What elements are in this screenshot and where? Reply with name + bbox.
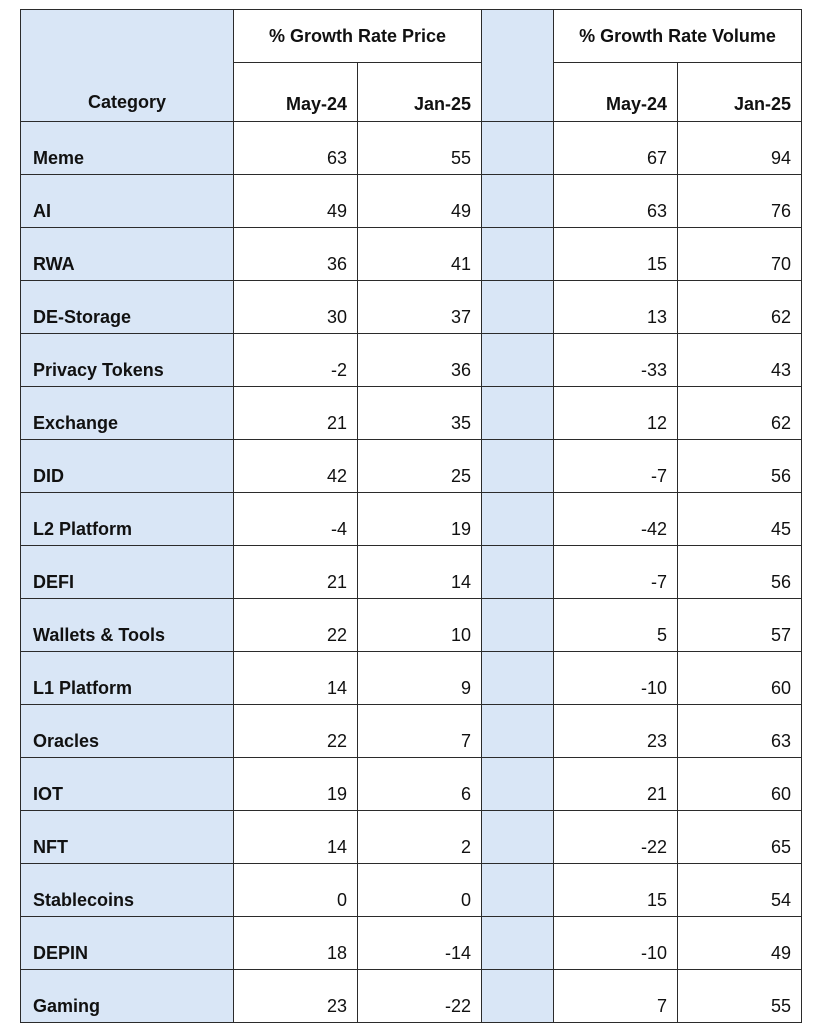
category-cell: NFT xyxy=(21,811,234,864)
category-cell: DEFI xyxy=(21,546,234,599)
table-body xyxy=(21,122,802,1023)
price-growth-header: % Growth Rate Price xyxy=(234,10,482,63)
price-may-24-cell: 22 xyxy=(234,599,358,652)
price-jan-25-cell: 19 xyxy=(358,493,482,546)
volume-may-24-cell: 15 xyxy=(554,228,678,281)
price-may-24-header: May-24 xyxy=(234,63,358,122)
table-row xyxy=(21,970,802,1023)
category-cell: Privacy Tokens xyxy=(21,334,234,387)
price-jan-25-cell: 25 xyxy=(358,440,482,493)
separator-cell xyxy=(482,228,554,281)
separator-cell xyxy=(482,175,554,228)
price-may-24-cell: 36 xyxy=(234,228,358,281)
category-cell: Stablecoins xyxy=(21,864,234,917)
price-jan-25-cell: 41 xyxy=(358,228,482,281)
volume-may-24-cell: 15 xyxy=(554,864,678,917)
volume-may-24-cell: 23 xyxy=(554,705,678,758)
volume-jan-25-cell: 76 xyxy=(678,175,802,228)
separator-cell xyxy=(482,811,554,864)
volume-may-24-cell: -7 xyxy=(554,440,678,493)
price-jan-25-cell: 7 xyxy=(358,705,482,758)
category-cell: RWA xyxy=(21,228,234,281)
price-may-24-cell: 22 xyxy=(234,705,358,758)
category-cell: Wallets & Tools xyxy=(21,599,234,652)
price-jan-25-cell: 2 xyxy=(358,811,482,864)
table-row xyxy=(21,281,802,334)
volume-jan-25-cell: 62 xyxy=(678,281,802,334)
volume-jan-25-cell: 94 xyxy=(678,122,802,175)
price-may-24-cell: 18 xyxy=(234,917,358,970)
table-row xyxy=(21,334,802,387)
volume-jan-25-cell: 63 xyxy=(678,705,802,758)
separator-cell xyxy=(482,387,554,440)
volume-jan-25-cell: 45 xyxy=(678,493,802,546)
separator-cell xyxy=(482,122,554,175)
separator-cell xyxy=(482,652,554,705)
volume-jan-25-cell: 54 xyxy=(678,864,802,917)
price-may-24-cell: 49 xyxy=(234,175,358,228)
separator-cell xyxy=(482,970,554,1023)
separator-cell xyxy=(482,758,554,811)
price-may-24-cell: 42 xyxy=(234,440,358,493)
price-jan-25-cell: -22 xyxy=(358,970,482,1023)
separator-cell xyxy=(482,281,554,334)
volume-may-24-cell: 5 xyxy=(554,599,678,652)
category-cell: DID xyxy=(21,440,234,493)
price-may-24-cell: 19 xyxy=(234,758,358,811)
volume-jan-25-cell: 70 xyxy=(678,228,802,281)
price-jan-25-cell: 0 xyxy=(358,864,482,917)
volume-may-24-cell: -7 xyxy=(554,546,678,599)
category-cell: Meme xyxy=(21,122,234,175)
price-jan-25-cell: 55 xyxy=(358,122,482,175)
volume-jan-25-cell: 65 xyxy=(678,811,802,864)
price-may-24-cell: 30 xyxy=(234,281,358,334)
separator-cell xyxy=(482,705,554,758)
volume-jan-25-cell: 60 xyxy=(678,652,802,705)
growth-rate-table xyxy=(20,9,802,1023)
volume-may-24-cell: -42 xyxy=(554,493,678,546)
volume-jan-25-cell: 56 xyxy=(678,546,802,599)
table-row xyxy=(21,228,802,281)
price-jan-25-cell: 6 xyxy=(358,758,482,811)
table-row xyxy=(21,122,802,175)
separator-cell xyxy=(482,599,554,652)
price-jan-25-cell: 35 xyxy=(358,387,482,440)
volume-jan-25-cell: 60 xyxy=(678,758,802,811)
separator-cell xyxy=(482,334,554,387)
category-cell: Gaming xyxy=(21,970,234,1023)
table-row xyxy=(21,493,802,546)
table-row xyxy=(21,440,802,493)
volume-may-24-cell: 7 xyxy=(554,970,678,1023)
separator-column-header xyxy=(482,10,554,122)
price-jan-25-cell: 9 xyxy=(358,652,482,705)
price-may-24-cell: 14 xyxy=(234,811,358,864)
table-row xyxy=(21,705,802,758)
volume-may-24-cell: 67 xyxy=(554,122,678,175)
price-may-24-cell: 0 xyxy=(234,864,358,917)
volume-may-24-cell: 12 xyxy=(554,387,678,440)
price-may-24-cell: 21 xyxy=(234,387,358,440)
volume-may-24-cell: -10 xyxy=(554,652,678,705)
volume-jan-25-cell: 43 xyxy=(678,334,802,387)
category-cell: DE-Storage xyxy=(21,281,234,334)
category-cell: Exchange xyxy=(21,387,234,440)
separator-cell xyxy=(482,917,554,970)
price-jan-25-cell: 10 xyxy=(358,599,482,652)
volume-may-24-cell: 13 xyxy=(554,281,678,334)
category-header: Category xyxy=(21,10,234,122)
separator-cell xyxy=(482,493,554,546)
volume-may-24-cell: -33 xyxy=(554,334,678,387)
price-may-24-cell: 14 xyxy=(234,652,358,705)
category-cell: DEPIN xyxy=(21,917,234,970)
separator-cell xyxy=(482,546,554,599)
table-row xyxy=(21,387,802,440)
category-cell: L2 Platform xyxy=(21,493,234,546)
volume-jan-25-cell: 57 xyxy=(678,599,802,652)
table-row xyxy=(21,811,802,864)
volume-jan-25-cell: 56 xyxy=(678,440,802,493)
volume-may-24-cell: 21 xyxy=(554,758,678,811)
volume-may-24-cell: -22 xyxy=(554,811,678,864)
price-jan-25-header: Jan-25 xyxy=(358,63,482,122)
category-cell: L1 Platform xyxy=(21,652,234,705)
separator-cell xyxy=(482,440,554,493)
price-may-24-cell: -2 xyxy=(234,334,358,387)
volume-growth-header: % Growth Rate Volume xyxy=(554,10,802,63)
separator-cell xyxy=(482,864,554,917)
table-row xyxy=(21,917,802,970)
table-row xyxy=(21,599,802,652)
price-jan-25-cell: 14 xyxy=(358,546,482,599)
price-may-24-cell: 23 xyxy=(234,970,358,1023)
volume-jan-25-cell: 49 xyxy=(678,917,802,970)
category-cell: AI xyxy=(21,175,234,228)
table-row xyxy=(21,864,802,917)
price-may-24-cell: 63 xyxy=(234,122,358,175)
price-may-24-cell: 21 xyxy=(234,546,358,599)
table-row xyxy=(21,546,802,599)
table-row xyxy=(21,652,802,705)
volume-may-24-header: May-24 xyxy=(554,63,678,122)
volume-may-24-cell: -10 xyxy=(554,917,678,970)
table-row xyxy=(21,175,802,228)
category-cell: Oracles xyxy=(21,705,234,758)
volume-jan-25-header: Jan-25 xyxy=(678,63,802,122)
volume-jan-25-cell: 55 xyxy=(678,970,802,1023)
category-cell: IOT xyxy=(21,758,234,811)
price-jan-25-cell: 36 xyxy=(358,334,482,387)
volume-may-24-cell: 63 xyxy=(554,175,678,228)
volume-jan-25-cell: 62 xyxy=(678,387,802,440)
price-jan-25-cell: 49 xyxy=(358,175,482,228)
table-row xyxy=(21,758,802,811)
price-jan-25-cell: -14 xyxy=(358,917,482,970)
price-may-24-cell: -4 xyxy=(234,493,358,546)
price-jan-25-cell: 37 xyxy=(358,281,482,334)
